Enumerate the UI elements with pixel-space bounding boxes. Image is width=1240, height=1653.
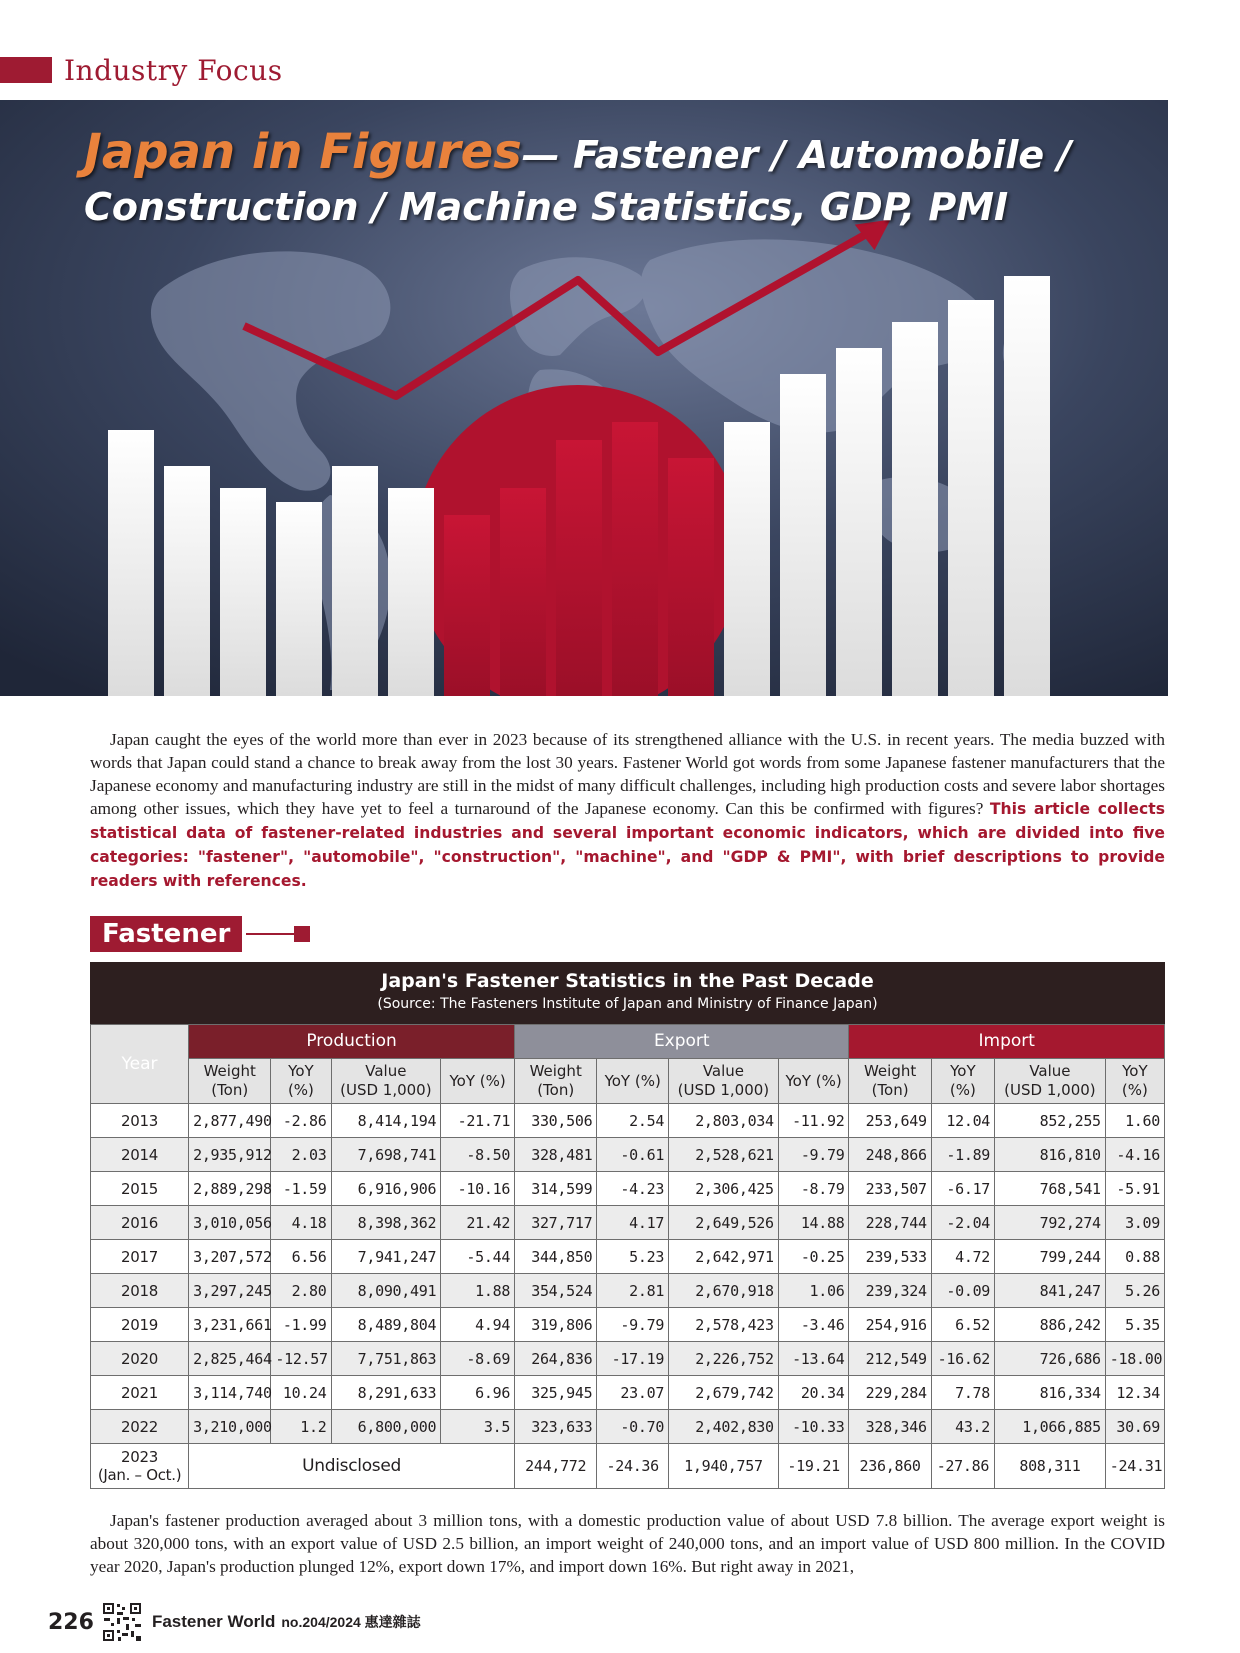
table-cell: 7,941,247 — [331, 1240, 441, 1274]
table-cell: 8,291,633 — [331, 1376, 441, 1410]
prod-yoy-weight-header: YoY (%) — [271, 1059, 331, 1104]
year-cell: 2014 — [91, 1138, 189, 1172]
table-cell: 319,806 — [515, 1308, 597, 1342]
table-cell: -8.50 — [441, 1138, 515, 1172]
fastener-section-heading — [90, 916, 310, 952]
hero-title — [84, 122, 1071, 232]
year-cell: 2019 — [91, 1308, 189, 1342]
table-row — [91, 1206, 1165, 1240]
table-cell: -12.57 — [271, 1342, 331, 1376]
section-tag-bar — [0, 57, 52, 83]
table-cell: -0.70 — [597, 1410, 669, 1444]
imp-value-header: Value (USD 1,000) — [995, 1059, 1106, 1104]
table-cell: 1.88 — [441, 1274, 515, 1308]
table-cell: 6.96 — [441, 1376, 515, 1410]
table-cell: 6.52 — [931, 1308, 994, 1342]
section-tag — [0, 54, 283, 86]
table-cell: 325,945 — [515, 1376, 597, 1410]
exp-yoy-value-header: YoY (%) — [778, 1059, 849, 1104]
table-cell: 344,850 — [515, 1240, 597, 1274]
table-cell: 6,916,906 — [331, 1172, 441, 1206]
table-cell: 21.42 — [441, 1206, 515, 1240]
year-cell: 2017 — [91, 1240, 189, 1274]
table-cell: 328,346 — [849, 1410, 931, 1444]
table-cell: 8,398,362 — [331, 1206, 441, 1240]
table-cell: 239,533 — [849, 1240, 931, 1274]
table-cell: -1.59 — [271, 1172, 331, 1206]
imp-weight-header: Weight (Ton) — [849, 1059, 931, 1104]
table-cell: 12.34 — [1105, 1376, 1164, 1410]
table-cell: 4.94 — [441, 1308, 515, 1342]
table-cell: 229,284 — [849, 1376, 931, 1410]
table-cell: 7,751,863 — [331, 1342, 441, 1376]
table-cell: -10.16 — [441, 1172, 515, 1206]
table-cell: 30.69 — [1105, 1410, 1164, 1444]
table-cell: 1.06 — [778, 1274, 849, 1308]
table-cell: -11.92 — [778, 1104, 849, 1138]
heading-square-icon — [294, 926, 310, 942]
table-cell: 23.07 — [597, 1376, 669, 1410]
intro-text: Japan caught the eyes of the world more than ever in 2023 because of its strengthened alliance with the U.S. in recent years. The media buzzed with words that Japan could stand a chance to break away from the lost 30 years. Fastener World got words from some Japanese fastener manufacturers that the Japanese economy and manufacturing industry are still in the midst of many difficult challenges, including high production costs and severe labor shortages among other issues, which they have yet to feel a turnaround of the Japanese economy. Can this be confirmed with figures? — [90, 730, 1165, 818]
table-cell: -8.79 — [778, 1172, 849, 1206]
table-cell: 2.03 — [271, 1138, 331, 1172]
table-cell: 792,274 — [995, 1206, 1106, 1240]
table-cell: 5.35 — [1105, 1308, 1164, 1342]
table-cell: 8,489,804 — [331, 1308, 441, 1342]
table-cell: 43.2 — [931, 1410, 994, 1444]
table-cell: 2,889,298 — [189, 1172, 271, 1206]
table-cell: -16.62 — [931, 1342, 994, 1376]
table-title: Japan's Fastener Statistics in the Past Decade — [381, 970, 874, 992]
table-cell: 3.5 — [441, 1410, 515, 1444]
table-cell: -1.99 — [271, 1308, 331, 1342]
table-row — [91, 1274, 1165, 1308]
intro-paragraph — [90, 728, 1165, 893]
table-row — [91, 1376, 1165, 1410]
table-cell: 354,524 — [515, 1274, 597, 1308]
table-cell: -4.16 — [1105, 1138, 1164, 1172]
table-cell: 7.78 — [931, 1376, 994, 1410]
table-cell: -1.89 — [931, 1138, 994, 1172]
table-cell: 8,090,491 — [331, 1274, 441, 1308]
table-cell: 248,866 — [849, 1138, 931, 1172]
table-row — [91, 1138, 1165, 1172]
table-cell: 253,649 — [849, 1104, 931, 1138]
table-cell: 10.24 — [271, 1376, 331, 1410]
table-cell: 1,940,757 — [669, 1444, 779, 1489]
table-cell: 2.81 — [597, 1274, 669, 1308]
intro-highlight: This article collects statistical data of fastener-related industries and several important economic indicators, which are divided into five categories: "fastener", "automobile", "construction", "machine", and "GDP & PMI", with brief descriptions to provide readers with references. — [90, 800, 1165, 890]
table-cell: -24.31 — [1105, 1444, 1164, 1489]
table-cell: 2,402,830 — [669, 1410, 779, 1444]
prod-yoy-value-header: YoY (%) — [441, 1059, 515, 1104]
table-cell: 808,311 — [995, 1444, 1106, 1489]
table-body — [91, 1104, 1165, 1489]
table-cell: 228,744 — [849, 1206, 931, 1240]
table-cell: -19.21 — [778, 1444, 849, 1489]
table-cell: -0.61 — [597, 1138, 669, 1172]
table-cell: 314,599 — [515, 1172, 597, 1206]
table-cell: 233,507 — [849, 1172, 931, 1206]
group-header-row — [91, 1025, 1165, 1059]
issue-label: no.204/2024 惠達雜誌 — [281, 1614, 421, 1630]
table-cell: 4.18 — [271, 1206, 331, 1240]
table-cell: -0.25 — [778, 1240, 849, 1274]
table-cell: 3.09 — [1105, 1206, 1164, 1240]
table-cell: 768,541 — [995, 1172, 1106, 1206]
table-cell: 264,836 — [515, 1342, 597, 1376]
imp-yoy-weight-header: YoY (%) — [931, 1059, 994, 1104]
year-cell: 2023 (Jan. – Oct.) — [91, 1444, 189, 1489]
table-cell: 239,324 — [849, 1274, 931, 1308]
table-cell: 2,306,425 — [669, 1172, 779, 1206]
table-cell: -5.44 — [441, 1240, 515, 1274]
table-cell: -6.17 — [931, 1172, 994, 1206]
exp-weight-header: Weight (Ton) — [515, 1059, 597, 1104]
table-cell: -5.91 — [1105, 1172, 1164, 1206]
table-row — [91, 1172, 1165, 1206]
table-cell: 2,578,423 — [669, 1308, 779, 1342]
table-cell: 3,210,000 — [189, 1410, 271, 1444]
table-cell: -24.36 — [597, 1444, 669, 1489]
year-cell: 2020 — [91, 1342, 189, 1376]
table-row — [91, 1104, 1165, 1138]
exp-value-header: Value (USD 1,000) — [669, 1059, 779, 1104]
table-cell: 0.88 — [1105, 1240, 1164, 1274]
table-cell: -2.04 — [931, 1206, 994, 1240]
table-cell: 726,686 — [995, 1342, 1106, 1376]
exp-yoy-weight-header: YoY (%) — [597, 1059, 669, 1104]
year-cell: 2022 — [91, 1410, 189, 1444]
table-cell: 1.60 — [1105, 1104, 1164, 1138]
table-cell: 3,010,056 — [189, 1206, 271, 1240]
table-cell: -9.79 — [778, 1138, 849, 1172]
table-cell: 1,066,885 — [995, 1410, 1106, 1444]
fastener-heading-label: Fastener — [90, 916, 242, 952]
table-cell: 2,528,621 — [669, 1138, 779, 1172]
table-cell: 2,226,752 — [669, 1342, 779, 1376]
table-cell: 2.54 — [597, 1104, 669, 1138]
table-cell: 8,414,194 — [331, 1104, 441, 1138]
year-header: Year — [91, 1025, 189, 1104]
table-cell: 2,679,742 — [669, 1376, 779, 1410]
table-cell: 3,297,245 — [189, 1274, 271, 1308]
year-cell: 2016 — [91, 1206, 189, 1240]
table-cell: -2.86 — [271, 1104, 331, 1138]
table-cell: 816,810 — [995, 1138, 1106, 1172]
outro-paragraph: Japan's fastener production averaged about 3 million tons, with a domestic production value of about USD 7.8 billion. The average export weight is about 320,000 tons, with an export value of USD 2.5 billion, an import weight of 240,000 tons, and an import value of USD 800 million. In the COVID year 2020, Japan's production plunged 12%, export down 17%, and import down 16%. But right away in 2021, — [90, 1511, 1165, 1576]
prod-value-header: Value (USD 1,000) — [331, 1059, 441, 1104]
page-number: 226 — [48, 1609, 94, 1635]
section-tag-label: Industry Focus — [64, 53, 283, 87]
table-cell: 327,717 — [515, 1206, 597, 1240]
table-cell: 3,114,740 — [189, 1376, 271, 1410]
table-row — [91, 1342, 1165, 1376]
table-cell: 1.2 — [271, 1410, 331, 1444]
table-cell: 816,334 — [995, 1376, 1106, 1410]
table-cell: 2,935,912 — [189, 1138, 271, 1172]
table-row — [91, 1308, 1165, 1342]
table-cell: 2,825,464 — [189, 1342, 271, 1376]
table-cell: 14.88 — [778, 1206, 849, 1240]
table-cell: -3.46 — [778, 1308, 849, 1342]
table-cell: -4.23 — [597, 1172, 669, 1206]
table-cell: 799,244 — [995, 1240, 1106, 1274]
year-cell: 2018 — [91, 1274, 189, 1308]
table-row — [91, 1410, 1165, 1444]
table-cell: 323,633 — [515, 1410, 597, 1444]
table-cell: 328,481 — [515, 1138, 597, 1172]
undisclosed-cell: Undisclosed — [189, 1444, 515, 1489]
table-cell: 852,255 — [995, 1104, 1106, 1138]
table-cell: 3,207,572 — [189, 1240, 271, 1274]
table-cell: -9.79 — [597, 1308, 669, 1342]
table-cell: 2,649,526 — [669, 1206, 779, 1240]
table-cell: 841,247 — [995, 1274, 1106, 1308]
table-cell: 244,772 — [515, 1444, 597, 1489]
table-cell: 6.56 — [271, 1240, 331, 1274]
table-cell: -17.19 — [597, 1342, 669, 1376]
table-cell: 4.17 — [597, 1206, 669, 1240]
production-header: Production — [189, 1025, 515, 1059]
hero-title-line2: Construction / Machine Statistics, GDP, PMI — [84, 185, 1009, 230]
table-cell: 12.04 — [931, 1104, 994, 1138]
year-cell: 2015 — [91, 1172, 189, 1206]
year-cell: 2013 — [91, 1104, 189, 1138]
year-cell: 2021 — [91, 1376, 189, 1410]
table-title-bar — [90, 962, 1165, 1024]
table-cell: 2,877,490 — [189, 1104, 271, 1138]
table-cell: 4.72 — [931, 1240, 994, 1274]
heading-rule — [246, 933, 294, 935]
table-cell: -8.69 — [441, 1342, 515, 1376]
fastener-stats-table — [90, 962, 1165, 1489]
page-footer — [48, 1600, 421, 1644]
hero-title-accent: Japan in Figures — [84, 124, 522, 180]
sub-header-row — [91, 1059, 1165, 1104]
table-source: (Source: The Fasteners Institute of Japan and Ministry of Finance Japan) — [377, 996, 878, 1012]
table-cell: 212,549 — [849, 1342, 931, 1376]
prod-weight-header: Weight (Ton) — [189, 1059, 271, 1104]
table-cell: 236,860 — [849, 1444, 931, 1489]
stats-table — [90, 1024, 1165, 1489]
table-cell: 3,231,661 — [189, 1308, 271, 1342]
table-cell: 7,698,741 — [331, 1138, 441, 1172]
qr-code-icon — [102, 1602, 142, 1642]
table-cell: 2,803,034 — [669, 1104, 779, 1138]
table-cell: 5.23 — [597, 1240, 669, 1274]
table-cell: 2,670,918 — [669, 1274, 779, 1308]
magazine-name: Fastener World — [151, 1612, 276, 1631]
table-cell: -21.71 — [441, 1104, 515, 1138]
table-cell: 6,800,000 — [331, 1410, 441, 1444]
imp-yoy-value-header: YoY (%) — [1105, 1059, 1164, 1104]
table-cell: -10.33 — [778, 1410, 849, 1444]
import-header: Import — [849, 1025, 1165, 1059]
table-cell: -27.86 — [931, 1444, 994, 1489]
table-row — [91, 1240, 1165, 1274]
table-cell: -13.64 — [778, 1342, 849, 1376]
table-cell: 330,506 — [515, 1104, 597, 1138]
table-cell: -18.00 — [1105, 1342, 1164, 1376]
table-cell: 2.80 — [271, 1274, 331, 1308]
table-row-2023 — [91, 1444, 1165, 1489]
table-cell: 2,642,971 — [669, 1240, 779, 1274]
export-header: Export — [515, 1025, 849, 1059]
hero-title-rest: — Fastener / Automobile / — [521, 133, 1072, 177]
table-cell: 5.26 — [1105, 1274, 1164, 1308]
table-cell: 254,916 — [849, 1308, 931, 1342]
table-cell: 886,242 — [995, 1308, 1106, 1342]
table-cell: -0.09 — [931, 1274, 994, 1308]
table-cell: 20.34 — [778, 1376, 849, 1410]
